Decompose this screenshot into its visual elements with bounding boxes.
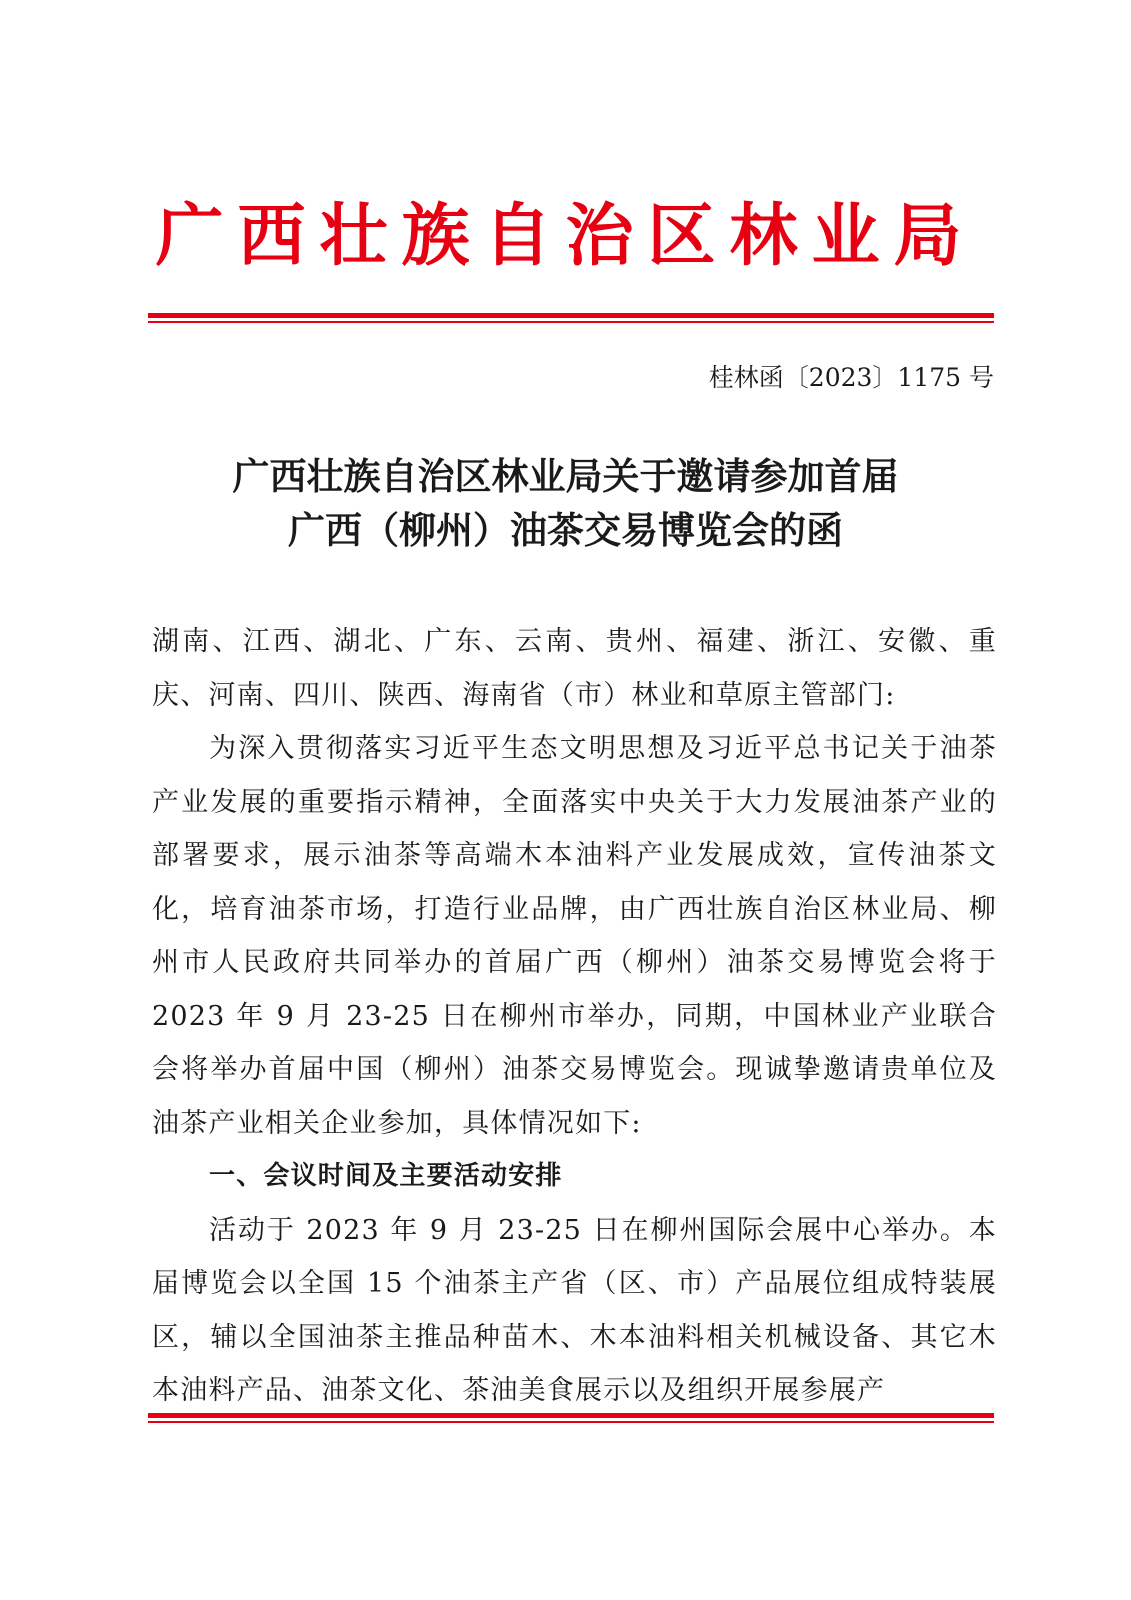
document-title-line-2: 广西（柳州）油茶交易博览会的函: [288, 509, 843, 552]
intro-paragraph: 为深入贯彻落实习近平生态文明思想及习近平总书记关于油茶产业发展的重要指示精神，全面落实中央关于大力发展油茶产业的部署要求，展示油茶等高端木本油料产业发展成效，宣传油茶文化，培育油茶市场，打造行业品牌，由广西壮族自治区林业局、柳州市人民政府共同举办的首届广西（柳州）油茶交易博览会将于 2023 年 9 月 23-25 日在柳州市举办，同期，中国林业产业联合会将举办首届中国（柳州）油茶交易博览会。现诚挚邀请贵单位及油茶产业相关企业参加，具体情况如下:: [152, 733, 997, 1139]
document-title-line-1: 广西壮族自治区林业局关于邀请参加首届: [232, 455, 899, 498]
header-red-rule: [148, 313, 994, 323]
agency-header: 广西壮族自治区林业局: [155, 196, 976, 276]
footer-red-rule: [148, 1413, 994, 1423]
section-1-paragraph: 活动于 2023 年 9 月 23-25 日在柳州国际会展中心举办。本届博览会以全国 15 个油茶主产省（区、市）产品展位组成特装展区，辅以全国油茶主推品种苗木、木本油料相关机械设备、其它木本油料产品、油茶文化、茶油美食展示以及组织开展参展产: [152, 1214, 997, 1406]
document-body: [152, 615, 997, 1418]
section-1-heading: 一、会议时间及主要活动安排: [209, 1161, 563, 1191]
document-number: 桂林函〔2023〕1175 号: [708, 363, 994, 392]
recipient-line: 湖南、江西、湖北、广东、云南、贵州、福建、浙江、安徽、重庆、河南、四川、陕西、海南省（市）林业和草原主管部门:: [152, 626, 997, 711]
